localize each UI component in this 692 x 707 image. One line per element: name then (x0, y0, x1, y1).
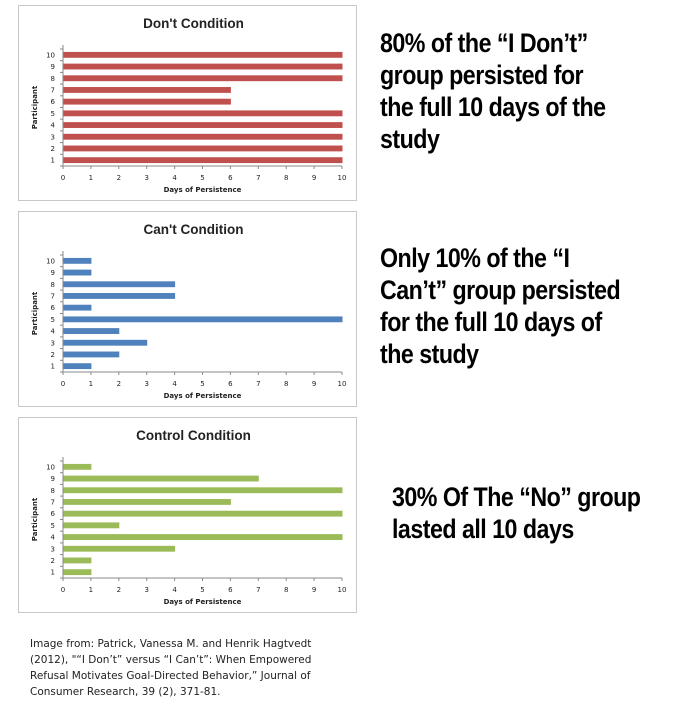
chart-title: Don't Condition (143, 16, 244, 31)
y-tick-label: 8 (50, 486, 55, 495)
x-tick-label: 10 (337, 586, 347, 594)
x-tick-label: 8 (283, 174, 289, 182)
y-tick-label: 10 (46, 257, 55, 266)
y-tick-label: 5 (50, 521, 55, 530)
note-dont-group: 80% of the “I Don’t” group persisted for the full 10 days of the study (380, 28, 606, 154)
bar (64, 122, 343, 128)
bar (64, 558, 92, 564)
x-tick-label: 2 (116, 586, 122, 594)
x-tick-label: 1 (88, 380, 94, 388)
bar (64, 270, 92, 276)
x-tick-label: 8 (283, 586, 289, 594)
y-tick-label: 2 (50, 144, 55, 153)
bar (64, 352, 120, 358)
image-citation: Image from: Patrick, Vanessa M. and Henrik Hagtvedt (2012), "“I Don’t” versus “I Can’t”: When Empowered Refusal Motivates Goal-Directed Behavior,” Journal of Consumer Research, 39 (2), 371-81. (30, 638, 312, 698)
x-tick-label: 2 (116, 174, 122, 182)
y-tick-label: 6 (50, 98, 55, 107)
bar (64, 146, 343, 152)
y-tick-label: 3 (50, 133, 55, 142)
bar (64, 52, 343, 58)
bar (64, 569, 92, 575)
bar (64, 522, 120, 528)
x-tick-label: 1 (88, 586, 94, 594)
y-tick-label: 5 (50, 109, 55, 118)
chart-svg (19, 6, 356, 200)
bar (64, 87, 231, 93)
bar (64, 75, 343, 81)
x-tick-label: 2 (116, 380, 122, 388)
bar (64, 363, 92, 369)
x-tick-label: 9 (311, 174, 317, 182)
chart-title: Control Condition (136, 428, 251, 443)
x-tick-label: 5 (200, 586, 205, 594)
bar (64, 258, 92, 264)
x-tick-label: 3 (144, 586, 149, 594)
x-tick-label: 6 (228, 174, 233, 182)
bar (64, 464, 92, 470)
bar (64, 546, 176, 552)
x-axis-label: Days of Persistence (163, 598, 242, 606)
y-tick-label: 9 (50, 63, 55, 72)
bar (64, 328, 120, 334)
x-tick-label: 6 (228, 380, 233, 388)
y-tick-label: 8 (50, 74, 55, 83)
x-tick-label: 7 (256, 380, 261, 388)
x-tick-label: 9 (311, 380, 317, 388)
x-tick-label: 1 (88, 174, 94, 182)
x-axis-label: Days of Persistence (163, 392, 242, 400)
bar (64, 534, 343, 540)
y-tick-label: 4 (50, 533, 55, 542)
x-tick-label: 8 (283, 380, 289, 388)
control-condition-chart (18, 417, 357, 613)
bar (64, 340, 148, 346)
chart-svg (19, 418, 356, 612)
y-axis-label: Participant (31, 497, 39, 542)
note-control-group: 30% Of The “No” group lasted all 10 days (392, 482, 641, 544)
y-tick-label: 7 (50, 292, 55, 301)
bar (64, 293, 176, 299)
x-tick-label: 5 (200, 380, 205, 388)
x-tick-label: 10 (337, 174, 347, 182)
note-cant-group: Only 10% of the “I Can’t” group persisted for the full 10 days of the study (380, 243, 621, 369)
x-tick-label: 6 (228, 586, 233, 594)
y-tick-label: 1 (50, 362, 55, 371)
bar (64, 316, 343, 322)
y-tick-label: 1 (50, 568, 55, 577)
y-tick-label: 2 (50, 556, 55, 565)
bar (64, 110, 343, 116)
dont-condition-chart (18, 5, 357, 201)
bar (64, 64, 343, 70)
x-tick-label: 7 (256, 586, 261, 594)
y-axis-label: Participant (31, 291, 39, 336)
x-tick-label: 0 (60, 174, 66, 182)
y-tick-label: 3 (50, 339, 55, 348)
x-tick-label: 4 (172, 174, 177, 182)
y-tick-label: 10 (46, 51, 55, 60)
y-tick-label: 9 (50, 475, 55, 484)
y-tick-label: 1 (50, 156, 55, 165)
x-tick-label: 4 (172, 586, 177, 594)
bar (64, 134, 343, 140)
y-tick-label: 4 (50, 121, 55, 130)
bar (64, 157, 343, 163)
chart-title: Can't Condition (143, 222, 244, 237)
x-tick-label: 0 (60, 380, 66, 388)
bar (64, 281, 176, 287)
x-tick-label: 7 (256, 174, 261, 182)
bar (64, 487, 343, 493)
x-tick-label: 5 (200, 174, 205, 182)
bar (64, 99, 231, 105)
cant-condition-chart (18, 211, 357, 407)
x-tick-label: 0 (60, 586, 66, 594)
y-tick-label: 7 (50, 86, 55, 95)
y-tick-label: 5 (50, 315, 55, 324)
y-axis-label: Participant (31, 85, 39, 130)
y-tick-label: 7 (50, 498, 55, 507)
y-tick-label: 3 (50, 545, 55, 554)
y-tick-label: 9 (50, 269, 55, 278)
x-tick-label: 10 (337, 380, 347, 388)
bar (64, 305, 92, 311)
bar (64, 476, 259, 482)
x-tick-label: 9 (311, 586, 317, 594)
bar (64, 511, 343, 517)
y-tick-label: 6 (50, 304, 55, 313)
chart-svg (19, 212, 356, 406)
y-tick-label: 8 (50, 280, 55, 289)
bar (64, 499, 231, 505)
x-tick-label: 3 (144, 380, 149, 388)
x-tick-label: 4 (172, 380, 177, 388)
x-axis-label: Days of Persistence (163, 186, 242, 194)
y-tick-label: 2 (50, 350, 55, 359)
x-tick-label: 3 (144, 174, 149, 182)
y-tick-label: 4 (50, 327, 55, 336)
y-tick-label: 6 (50, 510, 55, 519)
y-tick-label: 10 (46, 463, 55, 472)
